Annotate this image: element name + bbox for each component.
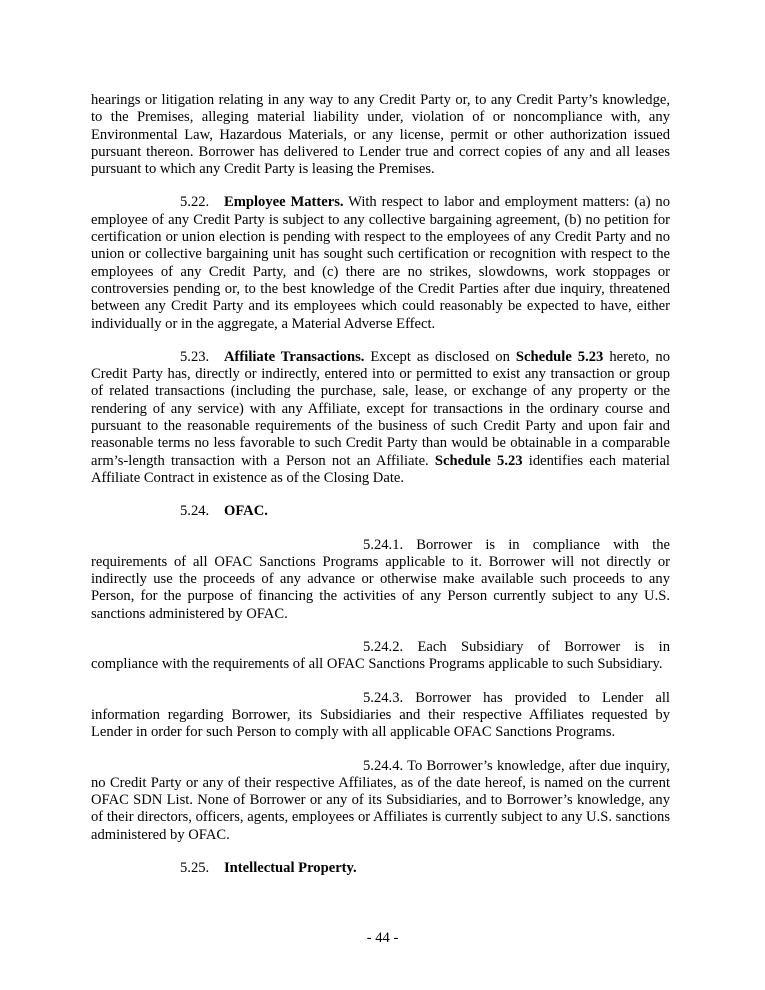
- schedule-reference: Schedule 5.23: [434, 452, 523, 469]
- section-text: hereto, no Credit Party has, directly or indirectly, entered into or permitted to exist any transaction or group of related transactions (including the purchase, sale, lease, or exchange of any property or the rendering of any service) with any Affiliate, except for transactions in the ordinary course and pursuant to the reasonable requirements of the business of such Credit Party and upon fair and reasonable terms no less favorable to such Credit Party than would be obtainable in a comparable arm’s-length transaction with a Person not an Affiliate.: [91, 348, 670, 469]
- section-number: 5.23.: [180, 348, 210, 365]
- subsection-text: Borrower is in compliance with the requirements of all OFAC Sanctions Programs applicable to it. Borrower will not directly or indirectly use the proceeds of any advance or otherwise make available such proceeds to any Person, for the purpose of financing the activities of any Person currently subject to any U.S. sanctions administered by OFAC.: [91, 536, 670, 622]
- subsection-5-24-4: [91, 758, 670, 844]
- section-5-25-heading: [91, 860, 670, 877]
- subsection-5-24-3: [91, 690, 670, 742]
- section-5-23: [91, 349, 670, 487]
- section-title: Affiliate Transactions.: [224, 348, 365, 365]
- section-text: With respect to labor and employment matters: (a) no employee of any Credit Party is subject to any collective bargaining agreement, (b) no petition for certification or union election is pending with respect to the employees of any Credit Party and no union or collective bargaining unit has sought such certification or recognition with respect to the employees of any Credit Party, and (c) there are no strikes, slowdowns, work stoppages or controversies pending or, to the best knowledge of the Credit Parties after due inquiry, threatened between any Credit Party and its employees which could reasonably be expected to have, either individually or in the aggregate, a Material Adverse Effect.: [91, 194, 671, 332]
- section-number: 5.24.: [180, 503, 210, 520]
- section-text: Except as disclosed on: [364, 348, 516, 365]
- subsection-text: Borrower has provided to Lender all information regarding Borrower, its Subsidiaries and their respective Affiliates requested by Lender in order for such Person to comply with all applicable OFAC Sanctions Programs.: [91, 689, 670, 741]
- subsection-number: 5.24.3.: [363, 689, 404, 706]
- paragraph-continuation: hearings or litigation relating in any way to any Credit Party or, to any Credit Party’s knowledge, to the Premises, alleging material liability under, violation of or noncompliance with, any Environmental Law, Hazardous Materials, or any license, permit or other authorization issued pursuant thereon. Borrower has delivered to Lender true and correct copies of any and all leases pursuant to which any Credit Party is leasing the Premises.: [91, 92, 670, 178]
- section-5-22: [91, 194, 670, 332]
- section-number: 5.25.: [180, 859, 210, 876]
- section-title: Intellectual Property.: [224, 859, 357, 876]
- page-number: - 44 -: [366, 930, 399, 946]
- section-number: 5.22.: [180, 194, 210, 211]
- subsection-number: 5.24.4.: [363, 757, 404, 774]
- section-5-24-heading: [91, 503, 670, 520]
- subsection-5-24-2: [91, 639, 670, 674]
- subsection-number: 5.24.1.: [363, 536, 404, 553]
- subsection-5-24-1: [91, 537, 670, 623]
- section-title: OFAC.: [224, 503, 268, 520]
- section-title: Employee Matters.: [224, 194, 344, 211]
- document-page: [91, 92, 670, 893]
- section-text: identifies each material Affiliate Contract in existence as of the Closing Date.: [91, 452, 670, 486]
- schedule-reference: Schedule 5.23: [515, 348, 604, 365]
- subsection-text: To Borrower’s knowledge, after due inquiry, no Credit Party or any of their respective Affiliates, as of the date hereof, is named on the current OFAC SDN List. None of Borrower or any of its Subsidiaries, and to Borrower’s knowledge, any of their directors, officers, agents, employees or Affiliates is currently subject to any U.S. sanctions administered by OFAC.: [91, 757, 670, 843]
- subsection-text: Each Subsidiary of Borrower is in compliance with the requirements of all OFAC Sanctions Programs applicable to such Subsidiary.: [91, 639, 670, 673]
- subsection-number: 5.24.2.: [363, 639, 404, 656]
